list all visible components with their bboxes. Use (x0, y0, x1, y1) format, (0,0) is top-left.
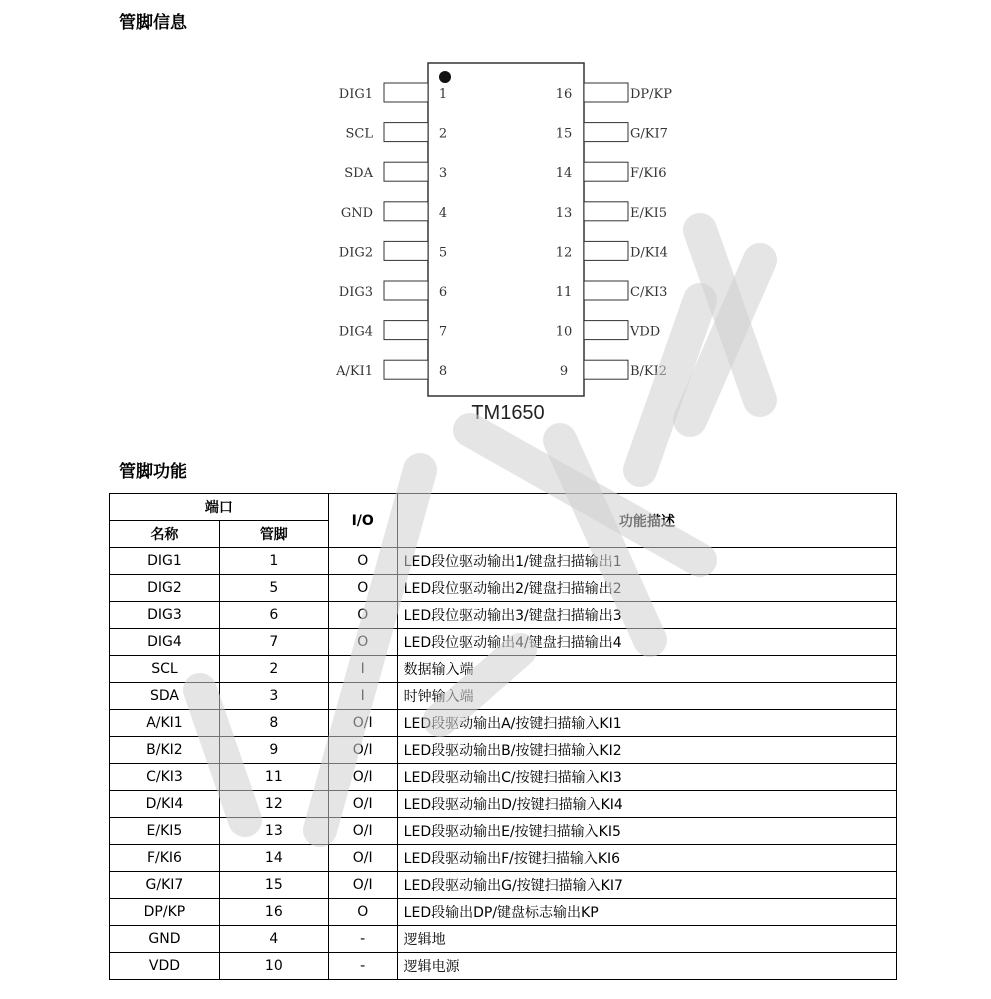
io-cell: O/I (328, 845, 397, 872)
pin-lead (584, 123, 628, 142)
description-cell: LED段位驱动输出1/键盘扫描输出1 (397, 548, 896, 575)
pin-number-label: 16 (555, 87, 573, 102)
pin-name-cell: DIG2 (110, 575, 220, 602)
io-cell: O/I (328, 872, 397, 899)
pin-lead (584, 321, 628, 340)
table-row (110, 791, 897, 818)
pin-number-cell: 16 (219, 899, 328, 926)
description-cell: LED段驱动输出C/按键扫描输入KI3 (397, 764, 896, 791)
pin-lead (384, 83, 428, 102)
name-header: 名称 (110, 521, 220, 548)
description-cell: LED段输出DP/键盘标志输出KP (397, 899, 896, 926)
pin-name-cell: DIG4 (110, 629, 220, 656)
description-cell: LED段驱动输出F/按键扫描输入KI6 (397, 845, 896, 872)
pin-lead (584, 241, 628, 260)
pin-number-label: 12 (555, 245, 573, 261)
io-cell: O/I (328, 818, 397, 845)
pin-name-label: DIG4 (338, 324, 373, 340)
table-row (110, 710, 897, 737)
pin-lead (584, 162, 628, 181)
table-row (110, 575, 897, 602)
pin-number-cell: 7 (219, 629, 328, 656)
pin-name-label: C/KI3 (630, 285, 668, 300)
pin-number-cell: 10 (219, 953, 328, 980)
io-cell: O/I (328, 791, 397, 818)
pin-lead (384, 241, 428, 260)
pin-number-cell: 13 (219, 818, 328, 845)
table-row (110, 683, 897, 710)
pin-lead (384, 162, 428, 181)
description-cell: LED段驱动输出A/按键扫描输入KI1 (397, 710, 896, 737)
pin-name-cell: VDD (110, 953, 220, 980)
pin-number-label: 2 (438, 126, 448, 142)
chip-name: TM1650 (471, 402, 545, 424)
io-cell: O (328, 575, 397, 602)
pin-name-cell: GND (110, 926, 220, 953)
io-cell: O (328, 548, 397, 575)
pin-name-cell: SDA (110, 683, 220, 710)
description-cell: LED段位驱动输出2/键盘扫描输出2 (397, 575, 896, 602)
pin-header: 管脚 (219, 521, 328, 548)
pin-name-cell: DIG3 (110, 602, 220, 629)
pin-diagram (0, 0, 991, 440)
pin-name-label: E/KI5 (630, 205, 667, 221)
pin-number-cell: 1 (219, 548, 328, 575)
io-cell: O (328, 629, 397, 656)
pin-number-cell: 15 (219, 872, 328, 899)
pin-name-cell: E/KI5 (110, 818, 220, 845)
io-cell: - (328, 953, 397, 980)
io-cell: - (328, 926, 397, 953)
io-cell: O (328, 899, 397, 926)
description-cell: 逻辑地 (397, 926, 896, 953)
pin-name-cell: D/KI4 (110, 791, 220, 818)
pin-number-label: 7 (438, 324, 448, 340)
table-row (110, 818, 897, 845)
pin-number-cell: 3 (219, 683, 328, 710)
pin-lead (384, 281, 428, 300)
pin-name-label: F/KI6 (630, 166, 667, 182)
pin-name-label: B/KI2 (630, 364, 668, 380)
table-row (110, 953, 897, 980)
pin-lead (584, 360, 628, 379)
pin-name-label: D/KI4 (630, 245, 668, 261)
pin-lead (384, 321, 428, 340)
table-row (110, 899, 897, 926)
description-cell: LED段位驱动输出4/键盘扫描输出4 (397, 629, 896, 656)
description-cell: 时钟输入端 (397, 683, 896, 710)
pin-number-label: 11 (555, 285, 573, 300)
io-cell: O/I (328, 764, 397, 791)
pin-number-label: 9 (559, 364, 569, 380)
pin-name-label: SCL (345, 126, 373, 142)
io-cell: O/I (328, 710, 397, 737)
pin-name-label: VDD (630, 324, 661, 340)
description-cell: LED段位驱动输出3/键盘扫描输出3 (397, 602, 896, 629)
pin-function-table (109, 493, 897, 980)
pin-number-label: 13 (555, 205, 573, 221)
pin-name-label: DIG1 (338, 87, 373, 102)
pin-name-cell: C/KI3 (110, 764, 220, 791)
table-row (110, 872, 897, 899)
pin-number-cell: 6 (219, 602, 328, 629)
description-header: 功能描述 (397, 494, 896, 548)
pin-number-label: 10 (555, 324, 573, 340)
pin-number-label: 5 (438, 245, 448, 261)
pin-info-heading: 管脚信息 (119, 13, 187, 33)
description-cell: 逻辑电源 (397, 953, 896, 980)
pin1-marker-dot (439, 71, 451, 83)
table-row (110, 764, 897, 791)
io-cell: I (328, 656, 397, 683)
pin-name-label: DIG3 (338, 285, 373, 300)
table-row (110, 548, 897, 575)
pin-number-label: 4 (438, 205, 448, 221)
pin-number-cell: 4 (219, 926, 328, 953)
pin-number-cell: 8 (219, 710, 328, 737)
pin-name-cell: G/KI7 (110, 872, 220, 899)
pin-number-cell: 14 (219, 845, 328, 872)
pin-number-cell: 11 (219, 764, 328, 791)
pin-number-cell: 12 (219, 791, 328, 818)
pin-lead (384, 123, 428, 142)
pin-number-label: 3 (438, 166, 448, 182)
pin-number-label: 15 (555, 126, 573, 142)
pin-lead (384, 360, 428, 379)
pin-name-label: GND (340, 205, 373, 221)
pin-number-cell: 2 (219, 656, 328, 683)
io-cell: O/I (328, 737, 397, 764)
table-row (110, 926, 897, 953)
io-cell: O (328, 602, 397, 629)
chip-body (428, 63, 584, 396)
pin-name-cell: DIG1 (110, 548, 220, 575)
pin-number-label: 14 (555, 166, 573, 182)
description-cell: 数据输入端 (397, 656, 896, 683)
pin-name-cell: F/KI6 (110, 845, 220, 872)
pin-name-label: A/KI1 (336, 364, 373, 380)
pin-number-label: 8 (438, 364, 448, 380)
io-header: I/O (328, 494, 397, 548)
description-cell: LED段驱动输出G/按键扫描输入KI7 (397, 872, 896, 899)
pin-name-cell: SCL (110, 656, 220, 683)
pin-number-label: 6 (438, 285, 448, 300)
pin-name-cell: B/KI2 (110, 737, 220, 764)
description-cell: LED段驱动输出D/按键扫描输入KI4 (397, 791, 896, 818)
description-cell: LED段驱动输出E/按键扫描输入KI5 (397, 818, 896, 845)
description-cell: LED段驱动输出B/按键扫描输入KI2 (397, 737, 896, 764)
port-header: 端口 (110, 494, 329, 521)
table-row (110, 602, 897, 629)
table-row (110, 629, 897, 656)
pin-lead (584, 281, 628, 300)
pin-function-heading: 管脚功能 (119, 462, 187, 482)
pin-name-label: SDA (344, 166, 373, 182)
pin-name-label: DIG2 (338, 245, 373, 261)
pin-name-cell: A/KI1 (110, 710, 220, 737)
pin-name-label: G/KI7 (630, 126, 668, 142)
pin-lead (384, 202, 428, 221)
pin-name-cell: DP/KP (110, 899, 220, 926)
pin-lead (584, 202, 628, 221)
pin-lead (584, 83, 628, 102)
pin-name-label: DP/KP (630, 87, 673, 102)
pin-number-cell: 9 (219, 737, 328, 764)
pin-number-label: 1 (438, 87, 448, 102)
io-cell: I (328, 683, 397, 710)
table-row (110, 656, 897, 683)
table-row (110, 737, 897, 764)
pin-number-cell: 5 (219, 575, 328, 602)
table-row (110, 845, 897, 872)
